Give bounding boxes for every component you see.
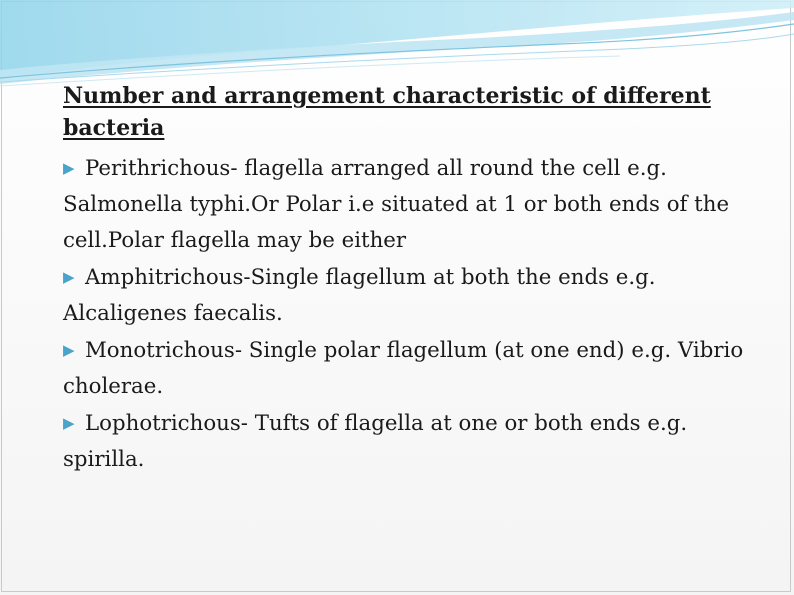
slide-content: [63, 80, 775, 478]
arrow-bullet-icon: ▶: [63, 268, 75, 286]
bullet-text: Monotrichous- Single polar flagellum (at one end) e.g. Vibrio cholerae.: [63, 338, 744, 399]
bullet-text: Perithrichous- flagella arranged all round the cell e.g. Salmonella typhi.Or Polar i.e situated at 1 or both ends of the cell.Polar flagella may be either: [63, 156, 730, 253]
arrow-bullet-icon: ▶: [63, 159, 75, 177]
bullet-text: Amphitrichous-Single flagellum at both the ends e.g. Alcaligenes faecalis.: [63, 265, 656, 326]
arrow-bullet-icon: ▶: [63, 341, 75, 359]
bullet-item-lophotrichous: [63, 405, 775, 478]
arrow-bullet-icon: ▶: [63, 414, 75, 432]
bullet-text: Lophotrichous- Tufts of flagella at one or both ends e.g. spirilla.: [63, 411, 688, 472]
bullet-item-monotrichous: [63, 332, 775, 405]
bullet-item-perithrichous: [63, 150, 775, 259]
bullet-item-amphitrichous: [63, 259, 775, 332]
slide-title: Number and arrangement characteristic of different bacteria: [63, 83, 711, 141]
